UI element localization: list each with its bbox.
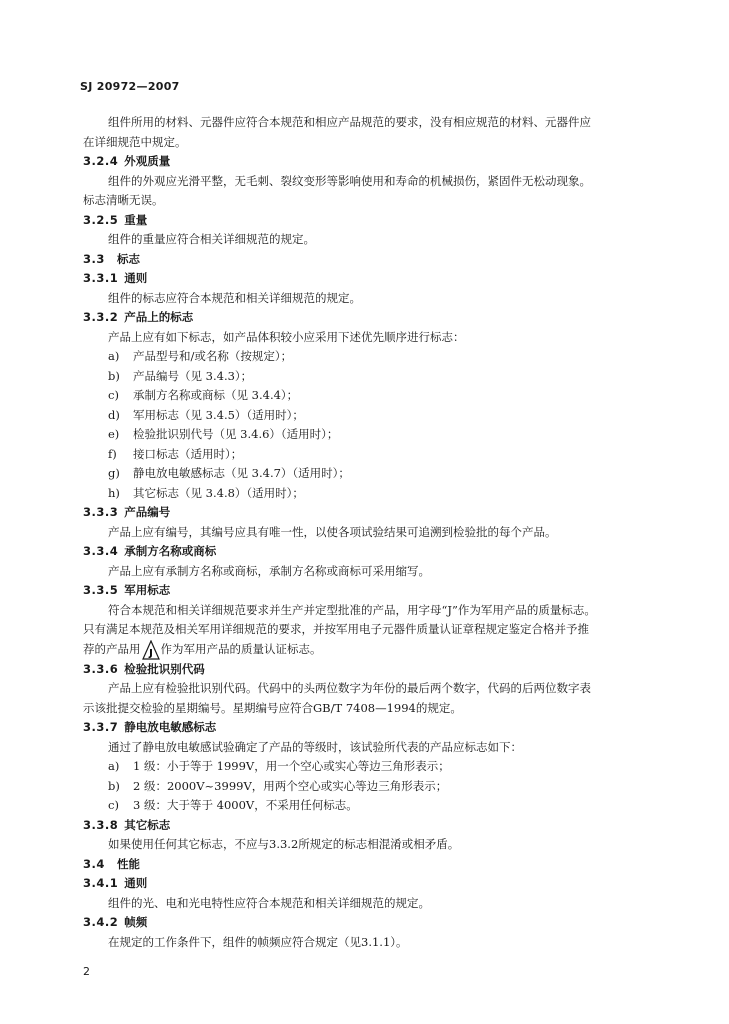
document-body — [83, 113, 663, 952]
list-item-text: 检验批识别代号（见 3.4.6）（适用时）； — [133, 427, 339, 441]
paragraph-with-military-mark — [83, 640, 663, 660]
paragraph-text: 如果使用任何其它标志，不应与3.3.2所规定的标志相混淆或相矛盾。 — [108, 837, 460, 851]
section-number: 3.3.1 — [83, 271, 119, 285]
list-item-label: a) — [108, 349, 120, 363]
list-item-label: e) — [108, 427, 120, 441]
section-number: 3.4.1 — [83, 876, 119, 890]
paragraph-text: 组件的外观应光滑平整，无毛刺、裂纹变形等影响使用和寿命的机械损伤，紧固件无松动现象。 — [108, 173, 591, 188]
section-heading — [83, 542, 663, 562]
section-heading — [83, 211, 663, 231]
list-item-label: g) — [108, 466, 120, 480]
paragraph-text: 在详细规范中规定。 — [83, 134, 187, 149]
section-title: 性能 — [117, 856, 140, 871]
section-heading — [83, 152, 663, 172]
section-title: 承制方名称或商标 — [124, 544, 217, 558]
section-number: 3.2.4 — [83, 154, 119, 168]
section-title: 外观质量 — [124, 154, 171, 168]
paragraph-text: 组件的标志应符合本规范和相关详细规范的规定。 — [108, 290, 361, 305]
section-number: 3.3.5 — [83, 583, 119, 597]
section-number: 3.3.4 — [83, 544, 119, 558]
list-item-label: b) — [108, 778, 120, 793]
section-heading — [83, 308, 663, 328]
list-item-label: b) — [108, 368, 120, 383]
section-title: 产品上的标志 — [124, 310, 194, 324]
list-item-label: c) — [108, 388, 119, 402]
list-item-text: 产品型号和/或名称（按规定）； — [133, 349, 293, 363]
list-item — [83, 796, 663, 816]
page-number: 2 — [83, 965, 90, 978]
paragraph-text: 产品上应有如下标志，如产品体积较小应采用下述优先顺序进行标志： — [108, 329, 465, 344]
section-heading — [83, 874, 663, 894]
section-heading — [83, 660, 663, 680]
list-item-label: f) — [108, 446, 117, 461]
list-item — [83, 484, 663, 504]
military-quality-mark-icon — [142, 640, 160, 660]
section-number: 3.3.8 — [83, 817, 119, 832]
list-item-text: 1 级：小于等于 1999V，用一个空心或实心等边三角形表示； — [133, 759, 450, 773]
list-item — [83, 367, 663, 387]
paragraph-text: 在规定的工作条件下，组件的帧频应符合规定（见3.1.1）。 — [108, 934, 408, 949]
paragraph-text: 产品上应有编号，其编号应具有唯一性，以使各项试验结果可追溯到检验批的每个产品。 — [108, 524, 557, 539]
paragraph-text: 组件的重量应符合相关详细规范的规定。 — [108, 232, 315, 246]
paragraph-text: 标志清晰无误。 — [83, 193, 164, 207]
list-item — [83, 777, 663, 797]
section-heading — [83, 855, 663, 875]
section-number: 3.3.2 — [83, 310, 119, 324]
list-item-label: h) — [108, 485, 120, 500]
section-title: 其它标志 — [124, 817, 171, 832]
list-item-label: c) — [108, 798, 119, 812]
section-title: 标志 — [117, 251, 140, 266]
list-item-text: 军用标志（见 3.4.5）（适用时）； — [133, 407, 304, 422]
section-title: 军用标志 — [124, 583, 171, 597]
list-item-text: 产品编号（见 3.4.3）； — [133, 368, 253, 383]
list-item — [83, 464, 663, 484]
list-item-text: 其它标志（见 3.4.8）（适用时）； — [133, 485, 304, 500]
section-heading — [83, 913, 663, 933]
paragraph-text: 通过了静电放电敏感试验确定了产品的等级时，该试验所代表的产品应标志如下： — [108, 739, 522, 754]
section-heading — [83, 269, 663, 289]
section-number: 3.4.2 — [83, 915, 119, 929]
section-heading — [83, 581, 663, 601]
section-number: 3.3.3 — [83, 505, 119, 519]
section-title: 静电放电敏感标志 — [124, 720, 217, 734]
list-item — [83, 347, 663, 367]
list-item — [83, 757, 663, 777]
paragraph-text: 符合本规范和相关详细规范要求并生产并定型批准的产品，用字母“J”作为军用产品的质量标志。 — [108, 602, 596, 617]
list-item-label: d) — [108, 407, 120, 422]
paragraph-text: 产品上应有检验批识别代码。代码中的头两位数字为年份的最后两个数字，代码的后两位数字表 — [108, 681, 591, 695]
section-heading — [83, 816, 663, 836]
section-number: 3.2.5 — [83, 212, 119, 227]
section-heading — [83, 503, 663, 523]
section-number: 3.3.7 — [83, 720, 119, 734]
list-item-text: 2 级：2000V~3999V，用两个空心或实心等边三角形表示； — [133, 778, 448, 793]
paragraph-text: 只有满足本规范及相关军用详细规范的要求，并按军用电子元器件质量认证章程规定鉴定合格并予推 — [83, 622, 589, 636]
list-item — [83, 425, 663, 445]
list-item-label: a) — [108, 759, 120, 773]
section-heading — [83, 718, 663, 738]
military-mark-letter: J — [148, 647, 153, 659]
section-title: 通则 — [124, 271, 148, 285]
section-number: 3.4 — [83, 856, 105, 871]
paragraph-text: 荐的产品用 — [83, 641, 141, 656]
section-number: 3.3 — [83, 251, 105, 266]
list-item-text: 承制方名称或商标（见 3.4.4）； — [133, 388, 299, 402]
list-item — [83, 445, 663, 465]
section-title: 帧频 — [124, 915, 148, 929]
list-item-text: 3 级：大于等于 4000V，不采用任何标志。 — [133, 798, 358, 812]
section-title: 产品编号 — [124, 505, 171, 519]
paragraph-text: 组件所用的材料、元器件应符合本规范和相应产品规范的要求，没有相应规范的材料、元器件应 — [108, 115, 591, 129]
section-title: 重量 — [124, 212, 148, 227]
section-title: 通则 — [124, 876, 148, 890]
paragraph-text: 组件的光、电和光电特性应符合本规范和相关详细规范的规定。 — [108, 895, 430, 910]
standard-code-header: SJ 20972—2007 — [80, 80, 180, 93]
paragraph-text: 产品上应有承制方名称或商标，承制方名称或商标可采用缩写。 — [108, 563, 430, 578]
section-heading — [83, 250, 663, 270]
list-item-text: 接口标志（适用时）； — [133, 446, 243, 461]
list-item — [83, 406, 663, 426]
paragraph-text: 作为军用产品的质量认证标志。 — [160, 641, 322, 656]
list-item-text: 静电放电敏感标志（见 3.4.7）（适用时）； — [133, 466, 350, 480]
section-number: 3.3.6 — [83, 661, 119, 676]
section-title: 检验批识别代码 — [124, 661, 205, 676]
paragraph-text: 示该批提交检验的星期编号。星期编号应符合GB/T 7408—1994的规定。 — [83, 700, 462, 715]
list-item — [83, 386, 663, 406]
